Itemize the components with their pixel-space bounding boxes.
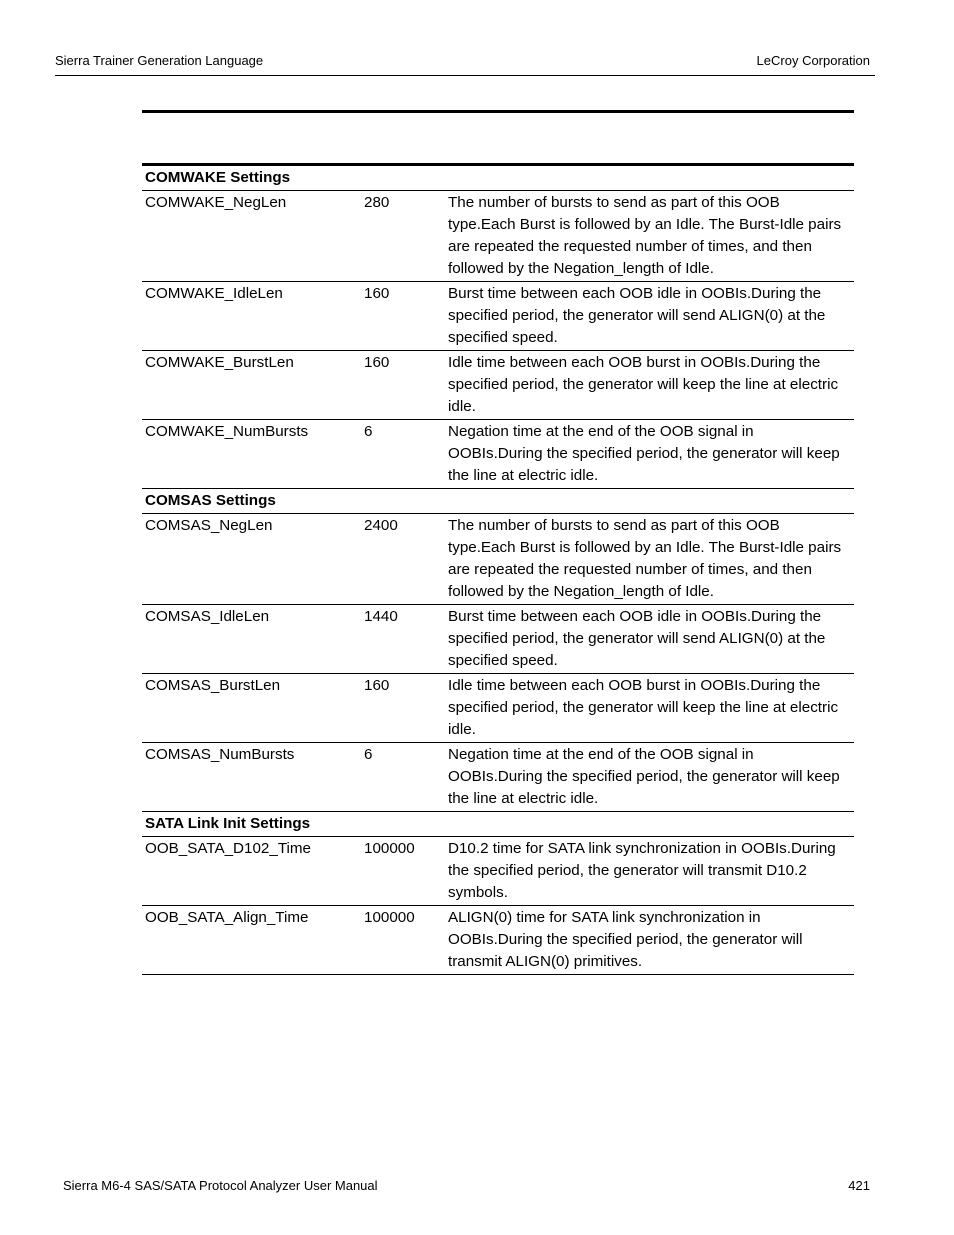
parameter-name: OOB_SATA_Align_Time [142, 906, 361, 975]
table-row [142, 514, 854, 605]
parameter-name: COMSAS_NegLen [142, 514, 361, 605]
parameter-description: The number of bursts to send as part of this OOB type.Each Burst is followed by an Idle. The Burst-Idle pairs are repeated the requested number of times, and then followed by the Negation_length of Idle. [445, 514, 854, 605]
table-row [142, 420, 854, 489]
table-row [142, 674, 854, 743]
parameter-description: D10.2 time for SATA link synchronization in OOBIs.During the specified period, the generator will transmit D10.2 symbols. [445, 837, 854, 906]
default-value: 100000 [361, 837, 445, 906]
page-number: 421 [848, 1178, 870, 1193]
default-value: 160 [361, 282, 445, 351]
header-divider [55, 75, 875, 76]
page-header [55, 52, 870, 72]
parameter-description: Burst time between each OOB idle in OOBIs.During the specified period, the generator will send ALIGN(0) at the specified speed. [445, 605, 854, 674]
parameter-description: Idle time between each OOB burst in OOBIs.During the specified period, the generator will keep the line at electric idle. [445, 351, 854, 420]
section-title: SATA Link Init Settings [142, 812, 361, 837]
table-row [142, 743, 854, 812]
parameter-description [445, 489, 854, 514]
parameter-description: Negation time at the end of the OOB signal in OOBIs.During the specified period, the generator will keep the line at electric idle. [445, 420, 854, 489]
table-row [142, 837, 854, 906]
page-footer [63, 1177, 870, 1197]
parameter-description: Burst time between each OOB idle in OOBIs.During the specified period, the generator will send ALIGN(0) at the specified speed. [445, 282, 854, 351]
section-top-rule [142, 110, 854, 113]
parameter-name: COMWAKE_NegLen [142, 191, 361, 282]
oob-settings-table [142, 163, 854, 975]
default-value [361, 165, 445, 191]
table-row [142, 282, 854, 351]
parameter-name: COMSAS_IdleLen [142, 605, 361, 674]
default-value: 280 [361, 191, 445, 282]
section-header-row [142, 165, 854, 191]
section-header-row [142, 489, 854, 514]
parameter-description: ALIGN(0) time for SATA link synchronization in OOBIs.During the specified period, the generator will transmit ALIGN(0) primitives. [445, 906, 854, 975]
default-value: 160 [361, 674, 445, 743]
header-company: LeCroy Corporation [756, 53, 870, 68]
default-value: 6 [361, 420, 445, 489]
table-row [142, 906, 854, 975]
parameter-name: COMWAKE_IdleLen [142, 282, 361, 351]
default-value: 2400 [361, 514, 445, 605]
parameter-description [445, 812, 854, 837]
table-row [142, 351, 854, 420]
default-value [361, 489, 445, 514]
parameter-description: Negation time at the end of the OOB signal in OOBIs.During the specified period, the generator will keep the line at electric idle. [445, 743, 854, 812]
parameter-description: The number of bursts to send as part of this OOB type.Each Burst is followed by an Idle. The Burst-Idle pairs are repeated the requested number of times, and then followed by the Negation_length of Idle. [445, 191, 854, 282]
parameter-name: OOB_SATA_D102_Time [142, 837, 361, 906]
footer-manual-title: Sierra M6-4 SAS/SATA Protocol Analyzer User Manual [63, 1178, 378, 1193]
default-value: 6 [361, 743, 445, 812]
settings-table-container [142, 163, 854, 975]
default-value: 160 [361, 351, 445, 420]
parameter-description: Idle time between each OOB burst in OOBIs.During the specified period, the generator will keep the line at electric idle. [445, 674, 854, 743]
default-value: 100000 [361, 906, 445, 975]
settings-table-body [142, 165, 854, 975]
parameter-name: COMSAS_NumBursts [142, 743, 361, 812]
section-title: COMWAKE Settings [142, 165, 361, 191]
default-value: 1440 [361, 605, 445, 674]
table-row [142, 605, 854, 674]
parameter-name: COMSAS_BurstLen [142, 674, 361, 743]
header-doc-title: Sierra Trainer Generation Language [55, 53, 264, 68]
default-value [361, 812, 445, 837]
section-title: COMSAS Settings [142, 489, 361, 514]
parameter-name: COMWAKE_BurstLen [142, 351, 361, 420]
parameter-name: COMWAKE_NumBursts [142, 420, 361, 489]
table-row [142, 191, 854, 282]
section-header-row [142, 812, 854, 837]
parameter-description [445, 165, 854, 191]
